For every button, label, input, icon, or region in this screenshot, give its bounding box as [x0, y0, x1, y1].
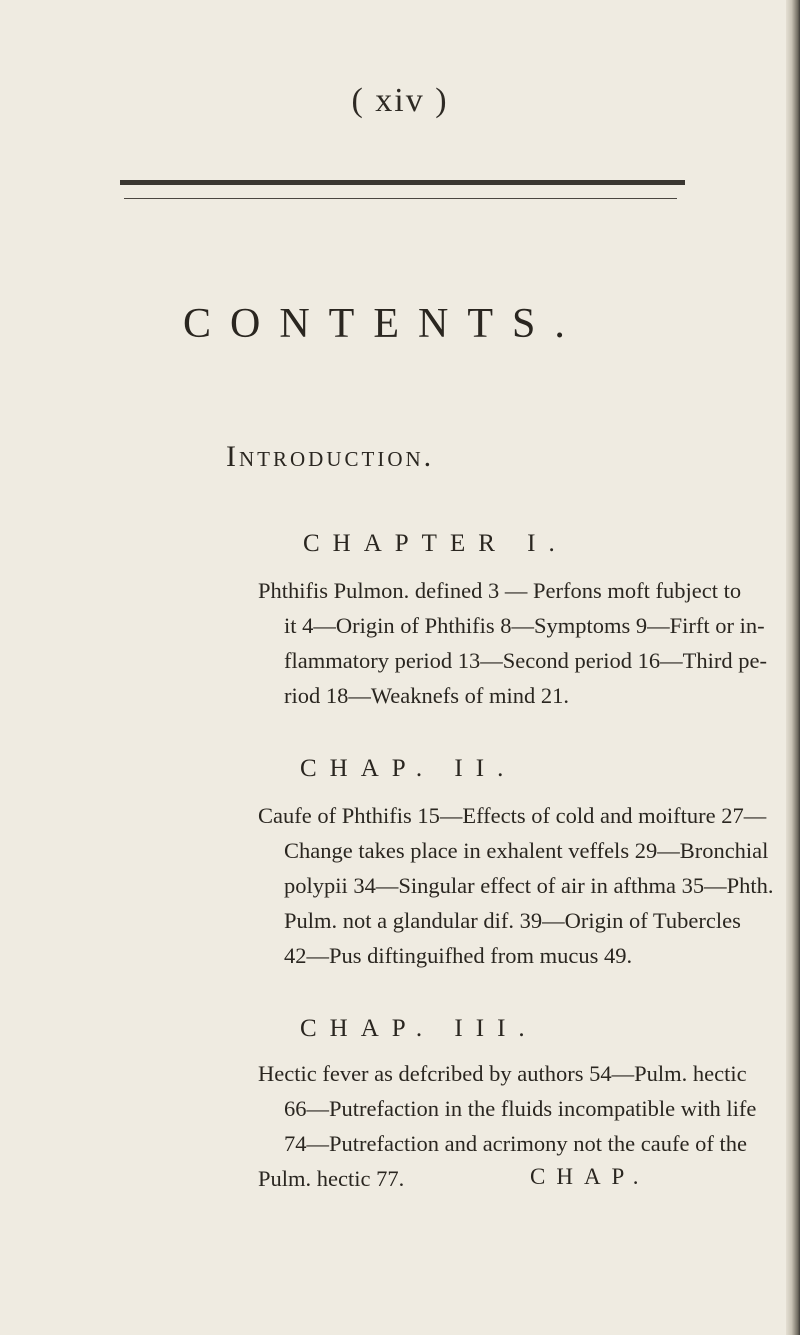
- chapter-2-line: polypii 34—Singular effect of air in afthma 35—Phth.: [284, 873, 774, 898]
- catchword: CHAP.: [530, 1164, 650, 1189]
- header-rule-thin: [124, 198, 677, 199]
- chapter-2-heading: CHAP. II.: [300, 755, 517, 782]
- chapter-3-heading: CHAP. III.: [300, 1015, 538, 1042]
- chapter-2-line: Pulm. not a glandular dif. 39—Origin of Tubercles: [284, 908, 741, 933]
- header-rule-thick: [120, 180, 685, 185]
- chapter-3-line: Pulm. hectic 77.: [258, 1166, 405, 1191]
- contents-title: CONTENTS.: [183, 301, 584, 347]
- chapter-1-line: flammatory period 13—Second period 16—Third pe-: [284, 648, 768, 673]
- chapter-3-line: 74—Putrefaction and acrimony not the caufe of the: [284, 1131, 747, 1156]
- chapter-1-line: riod 18—Weaknefs of mind 21.: [284, 683, 570, 708]
- chapter-2-summary: [258, 798, 774, 973]
- chapter-3-line: Hectic fever as defcribed by authors 54—Pulm. hectic: [258, 1061, 747, 1086]
- chapter-1-summary: [258, 573, 768, 713]
- chapter-1-line: Phthifis Pulmon. defined 3 — Perfons moft fubject to: [258, 578, 742, 603]
- chapter-2-line: Caufe of Phthifis 15—Effects of cold and moifture 27—: [258, 803, 767, 828]
- chapter-2-line: 42—Pus diftinguifhed from mucus 49.: [284, 943, 633, 968]
- chapter-1-heading: CHAPTER I.: [303, 530, 568, 557]
- chapter-2-line: Change takes place in exhalent veffels 29—Bronchial: [284, 838, 769, 863]
- introduction-heading: Introduction.: [226, 440, 435, 473]
- chapter-1-line: it 4—Origin of Phthifis 8—Symptoms 9—Firft or in-: [284, 613, 765, 638]
- page-edge-shadow: [786, 0, 800, 1335]
- chapter-3-line: 66—Putrefaction in the fluids incompatible with life: [284, 1096, 757, 1121]
- page-number: ( xiv ): [351, 82, 449, 119]
